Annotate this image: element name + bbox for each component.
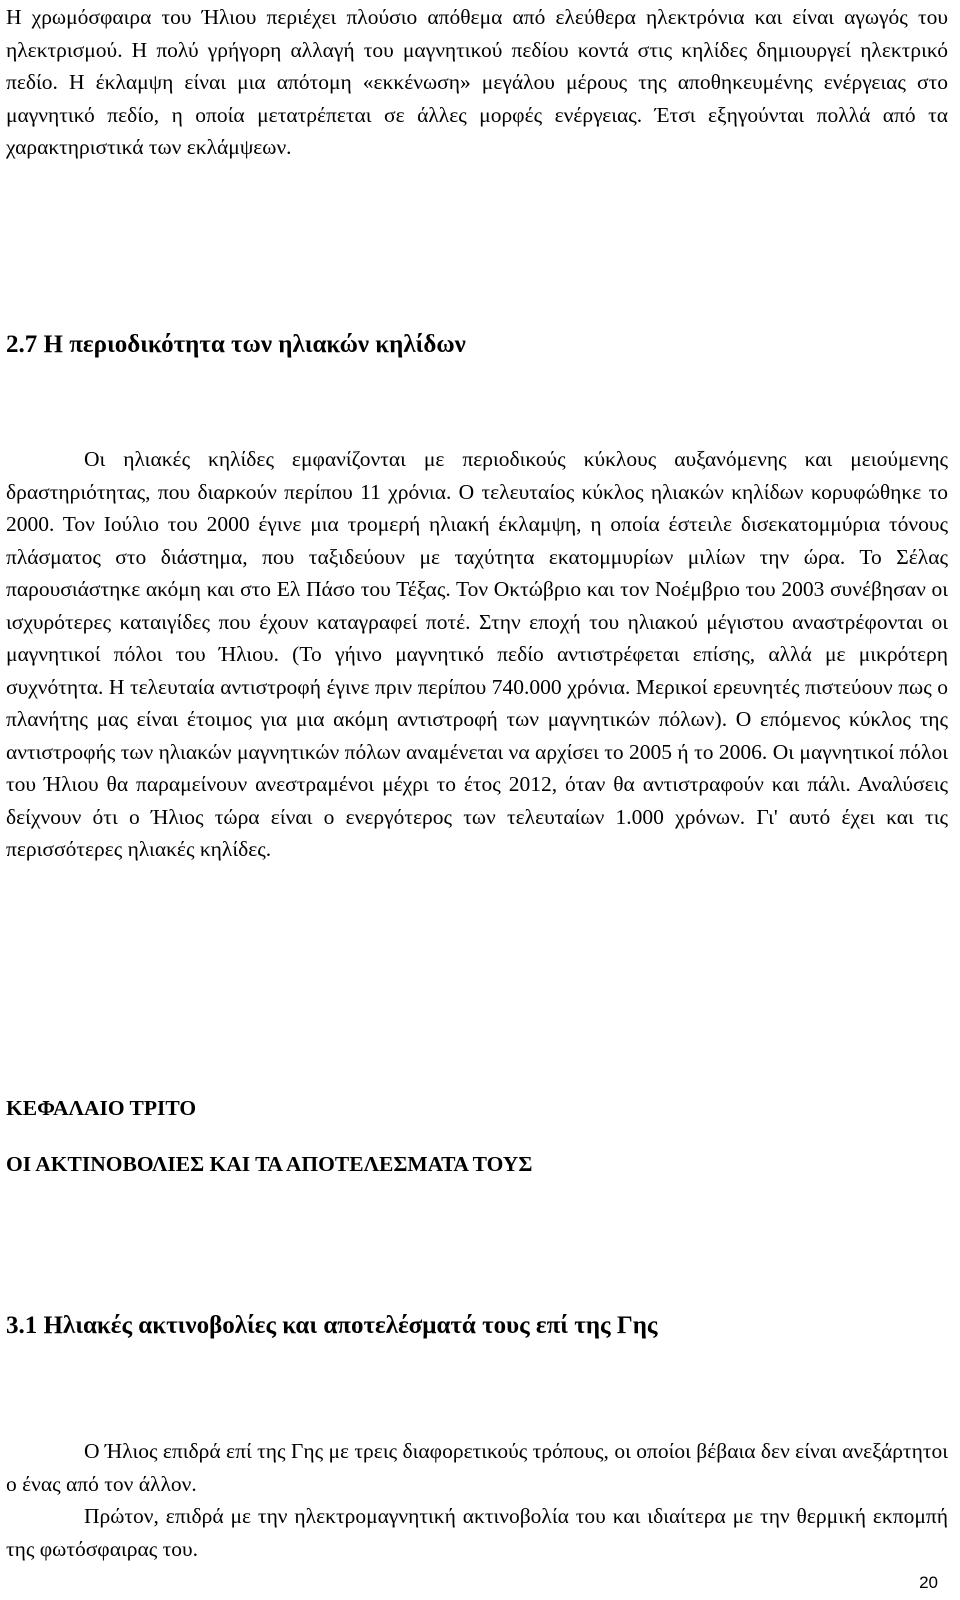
- chapter-title: ΟΙ ΑΚΤΙΝΟΒΟΛΙΕΣ ΚΑΙ ΤΑ ΑΠΟΤΕΛΕΣΜΑΤΑ ΤΟΥΣ: [6, 1152, 533, 1176]
- section-3-1-heading: 3.1 Ηλιακές ακτινοβολίες και αποτελέσματά τους επί της Γης: [6, 1312, 658, 1339]
- intro-paragraph: Η χρωμόσφαιρα του Ήλιου περιέχει πλούσιο απόθεμα από ελεύθερα ηλεκτρόνια και είναι αγωγός του ηλεκτρισμού. Η πολύ γρήγορη αλλαγή του μαγνητικού πεδίου κοντά στις κηλίδες δημιουργεί ηλεκτρικό πεδίο. Η έκλαμψη είναι μια απότομη «εκκένωση» μεγάλου μέρους της αποθηκευμένης ενέργειας στο μαγνητικό πεδίο, η οποία μετατρέπεται σε άλλες μορφές ενέργειας. Έτσι εξηγούνται πολλά από τα χαρακτηριστικά των εκλάμψεων.: [6, 5, 948, 159]
- section-3-1-paragraph-2: Πρώτον, επιδρά με την ηλεκτρομαγνητική ακτινοβολία του και ιδιαίτερα με την θερμική εκπομπή της φωτόσφαιρας του.: [6, 1504, 948, 1561]
- section-2-7-paragraph: Οι ηλιακές κηλίδες εμφανίζονται με περιοδικούς κύκλους αυξανόμενης και μειούμενης δραστηριότητας, που διαρκούν περίπου 11 χρόνια. Ο τελευταίος κύκλος ηλιακών κηλίδων κορυφώθηκε το 2000. Τον Ιούλιο του 2000 έγινε μια τρομερή ηλιακή έκλαμψη, η οποία έστειλε δισεκατομμύρια τόνους πλάσματος στο διάστημα, που ταξιδεύουν με ταχύτητα εκατομμυρίων μιλίων την ώρα. Το Σέλας παρουσιάστηκε ακόμη και στο Ελ Πάσο του Τέξας. Τον Οκτώβριο και τον Νοέμβριο του 2003 συνέβησαν οι ισχυρότερες καταιγίδες που έχουν καταγραφεί ποτέ. Στην εποχή του ηλιακού μέγιστου αναστρέφονται οι μαγνητικοί πόλοι του Ήλιου. (Το γήινο μαγνητικό πεδίο αντιστρέφεται επίσης, αλλά με μικρότερη συχνότητα. Η τελευταία αντιστροφή έγινε πριν περίπου 740.000 χρόνια. Μερικοί ερευνητές πιστεύουν πως ο πλανήτης μας είναι έτοιμος για μια ακόμη αντιστροφή των μαγνητικών πόλων). Ο επόμενος κύκλος της αντιστροφής των ηλιακών μαγνητικών πόλων αναμένεται να αρχίσει το 2005 ή το 2006. Οι μαγνητικοί πόλοι του Ήλιου θα παραμείνουν ανεστραμένοι μέχρι το έτος 2012, όταν θα αντιστραφούν και πάλι. Αναλύσεις δείχνουν ότι ο Ήλιος τώρα είναι ο ενεργότερος των τελευταίων 1.000 χρόνων. Γι' αυτό έχει και τις περισσότερες ηλιακές κηλίδες.: [6, 447, 948, 861]
- page-number: 20: [919, 1573, 938, 1592]
- section-2-7-heading: 2.7 Η περιοδικότητα των ηλιακών κηλίδων: [6, 331, 466, 358]
- chapter-label: ΚΕΦΑΛΑΙΟ ΤΡΙΤΟ: [6, 1096, 197, 1120]
- section-3-1-paragraph-1: Ο Ήλιος επιδρά επί της Γης με τρεις διαφορετικούς τρόπους, οι οποίοι βέβαια δεν είναι ανεξάρτητοι ο ένας από τον άλλον.: [6, 1439, 948, 1496]
